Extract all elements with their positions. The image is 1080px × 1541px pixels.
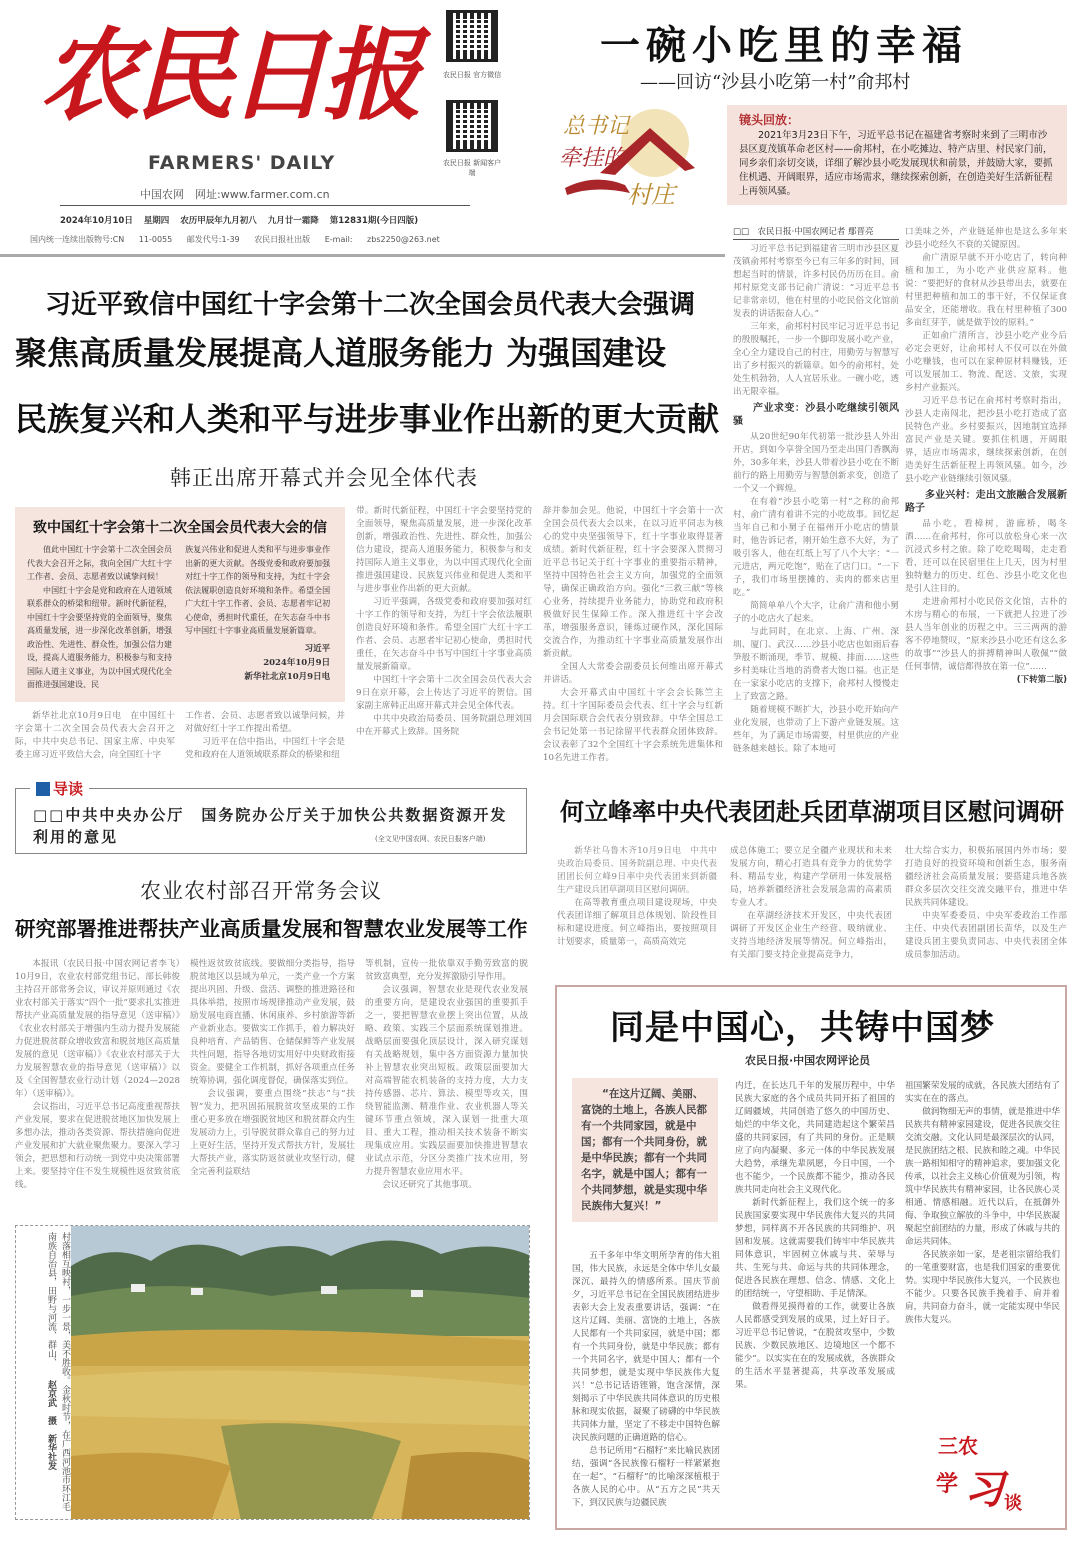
letter-box: [15, 507, 345, 702]
byline: □□ 农民日报·中国农网记者 鄢晋亮: [733, 226, 899, 240]
recap-label: 镜头回放：: [739, 113, 800, 127]
hlf-headline: 何立峰率中央代表团赴兵团草湖项目区慰问调研: [560, 797, 1064, 826]
paragraph: 辞并参加会见。他说，中国红十字会第十一次全国会员代表大会以来，在以习近平同志为核心的党中央坚强领导下，红十字事业取得显著成绩。新时代新征程，红十字会要深入贯彻习近平总书记关于红十字事业的重要指示精神，坚持中国特色社会主义方向，加强党的全面领导，确保正确政治方向。强化“三救三献”等核心业务，持续提升业务能力，协助党和政府积极做好民生保障工作。深入推进红十字会改革，增强服务意识，锤炼过硬作风，深化国际交流合作，为推动红十字事业高质量发展作出新贡献。: [543, 506, 723, 659]
paragraph: 中国红十字会第十二次全国会员代表大会9日在京开幕，会上传达了习近平的贺信。国家副主席韩正出席开幕式并会见全体代表。: [356, 675, 532, 711]
svg-text:三农: 三农: [938, 1434, 978, 1458]
commentary-column-2: [735, 1080, 895, 1392]
recap-box: [727, 105, 1067, 205]
paragraph: 与此同时，在北京、上海、广州、深圳、厦门、武汉……沙县小吃店也如雨后春笋般不断涌现，季节、规模、排面……这些乡村美味让当地的消费者大饱口福。也正是在一家家小吃店的支撑下，俞邦村人慢慢走上了致富之路。: [733, 627, 899, 702]
svg-text:村庄: 村庄: [627, 181, 675, 209]
paragraph: 新华社北京10月9日电 在中国红十字会第十二次全国会员代表大会召开之际，中共中央总书记、国家主席、中央军委主席习近平致信大会，向全国红十字: [15, 711, 175, 760]
svg-text:总书记: 总书记: [563, 114, 630, 139]
moa-headline: 研究部署推进帮扶产业高质量发展和智慧农业发展等工作: [15, 917, 528, 941]
paragraph: 口美味之外，产业链延伸也是这么多年来沙县小吃经久不衰的关键原因。: [905, 227, 1067, 250]
recap-text: 2021年3月23日下午，习近平总书记在福建省考察时来到了三明市沙县区夏茂镇革命老区村——俞邦村，在小吃摊边、特产店里、村民家门前，同乡亲们亲切交谈，详细了解沙县小吃发展现状和前景，并鼓励大家，要抓住机遇、开阔眼界，适应市场需求，继续探索创新，在创造美好生活新征程上再领风骚。: [739, 130, 1053, 197]
svg-text:谈: 谈: [1004, 1493, 1022, 1514]
photo-credit: 赵京武 摄 新华社发: [46, 1379, 56, 1470]
newspaper-logo: 农民日报: [40, 16, 416, 134]
letter-date: 2024年10月9日: [263, 657, 331, 668]
paragraph: 在有着“沙县小吃第一村”之称的俞邦村，俞广清有着讲不完的小吃故事。回忆起当年自己和小舅子在福州开小吃店的情景时，他告诉记者，刚开始生意不大好，为了吸引客人，他在红纸上写了八个大字：“一元进店，两元吃饱”，贴在了店门口。“一下子，我们市场里摆摊的、卖肉的都来店里吃。”: [733, 497, 899, 598]
letter-column-2: [185, 543, 330, 684]
publication-info: 国内统一连续出版物号:CN 11-0055 邮发代号:1-39 农民日报社出版 E-mail: zbs2250@263.net: [30, 235, 440, 244]
paragraph: 会议强调，要重点围绕“扶志”与“扶智”发力，把巩固拓展脱贫攻坚成果的工作重心更多放在增强脱贫地区和脱贫群众内生发展动力上，引导脱贫群众靠自己的努力过上更好生活，坚持开发式帮扶方针，发展壮大帮扶产业，落实防返贫就业攻坚行动，健全完善利益联结: [190, 1089, 355, 1177]
hlf-column-3: [905, 845, 1067, 962]
paragraph: 新时代新征程上，我们这个统一的多民族国家要实现中华民族伟大复兴的共同梦想，同样离不开各民族的共同维护、巩固和发展。这就需要我们铸牢中华民族共同体意识，牢固树立休戚与共、荣辱与共、生死与共、命运与共的共同体理念，促进各民族在理想、信念、情感、文化上的团结统一，守望相助、手足情深。: [735, 1198, 895, 1299]
subheading: 产业求变：沙县小吃继续引领风骚: [733, 403, 899, 427]
pull-quote: “在这片辽阔、美丽、富饶的土地上，各族人民都有一个共同家园，就是中国；都有一个共同身份，就是中华民族；都有一个共同名字，就是中国人；都有一个共同梦想，就是实现中华民族伟大复兴！”: [572, 1078, 718, 1222]
letter-signer: 习近平: [304, 643, 331, 654]
feature-title: 一碗小吃里的幸福: [600, 22, 968, 69]
lead-column-d: [543, 505, 723, 765]
hlf-column-2: [730, 845, 892, 962]
paragraph: 俞广清原早就不开小吃店了，转向种植和加工，为小吃产业供应原料。他说：“要把好的食材从沙县带出去，就要在村里把种植和加工的事干好，不仅保证食品安全，还能增收。我在村里种植了300多亩红芽芋，就是做芋饺的原料。”: [905, 253, 1067, 328]
paragraph: 会议指出，习近平总书记高度重视帮扶产业发展，要求在促进脱贫地区加快发展上多想办法，推动各类资源、帮扶措施向促进产业发展和扩大就业聚焦聚力。要深入学习领会，把思想和行动统一到党中央决策部署上来。要坚持守住不发生规模性返贫致贫底线。: [15, 1102, 180, 1190]
lead-headline-2: 民族复兴和人类和平与进步事业作出新的更大贡献: [15, 400, 720, 438]
paragraph: 做看得见摸得着的工作，就要让各族人民都感受到发展的成果，过上好日子。习近平总书记曾说，“在脱贫攻坚中，少数民族、少数民族地区、边境地区一个都不能少”。以实实在在的发展成就，各族群众的生活水平显著提高，共享改革发展成果。: [735, 1302, 895, 1390]
paragraph: 带。新时代新征程，中国红十字会要坚持党的全面领导，聚焦高质量发展，进一步深化改革创新，增强政治性、先进性、群众性，加强公信力建设，提高人道服务能力，积极参与和支持国际人道主义事业，为以中国式现代化全面推进强国建设、民族复兴伟业和促进人类和平与进步事业作出新的更大贡献。: [356, 506, 532, 594]
subheading: 多业兴村：走出文旅融合发展新路子: [905, 490, 1067, 514]
divider: [0, 254, 725, 257]
village-photo: [71, 1226, 530, 1520]
commentary-byline: 农民日报·中国农网评论员: [745, 1054, 871, 1067]
paragraph: 会议还研究了其他事项。: [382, 1180, 477, 1190]
svg-text:学: 学: [936, 1471, 959, 1497]
paragraph: 简简单单八个大字，让俞广清和他小舅子的小吃店火了起来。: [733, 601, 899, 624]
lead-subheadline: 韩正出席开幕式并会见全体代表: [170, 466, 478, 490]
paragraph: 新华社乌鲁木齐10月9日电 中共中央政治局委员、国务院副总理、中央代表团团长何立峰9日率中央代表团来到新疆生产建设兵团草湖项目区慰问调研。: [557, 846, 717, 895]
moa-kicker: 农业农村部召开常务会议: [140, 879, 382, 903]
lead-column-a: [15, 710, 175, 762]
paragraph: 品小吃，看樟树，游廊桥，喝冬酒……在俞邦村，你可以放松身心来一次沉浸式乡村之旅。除了吃吃喝喝，走走看看，还可以在民宿里住上几天，因为村里独特魅力的历史、红色、沙县小吃文化也是引人注目的。: [905, 519, 1067, 594]
commentary-column-1: [572, 1250, 720, 1510]
hlf-column-1: [557, 845, 717, 949]
paragraph: 走进俞邦村小吃民俗文化馆，古朴的木房与精心的布展，一下就把人拉进了沙县人当年创业的历程之中。三三两两的游客不停地赞叹，“原来沙县小吃还有这么多的故事”“沙县人的拼搏精神叫人敬佩”“做任何事情，诚信都得放在第一位”……: [905, 597, 1067, 672]
news-photo-frame: [15, 1225, 530, 1520]
caption-text: 村落相互映衬，一步一景，美不胜收。金秋时节，在广西河池市环江毛南族自治县，田野与河流、群山、: [46, 1232, 70, 1511]
commentary-title: 同是中国心，共铸中国梦: [610, 1008, 995, 1048]
feature-column-2: [905, 226, 1067, 687]
guide-link[interactable]: □□中共中央办公厅 国务院办公厅关于加快公共数据资源开发利用的意见: [33, 806, 508, 846]
paragraph: 会议强调，智慧农业是现代农业发展的重要方向，是建设农业强国的重要抓手之一，要把智慧农业摆上突出位置，从战略、政策、实践三个层面系统谋划推进。战略层面要强化顶层设计，深入研究谋划有关战略规划，集中各方面资源力量加快补上智慧农业突出短板。政策层面要加大对高端智能农机装备的支持力度，大力支持传感器、芯片、算法、模型等攻关，围绕智能监测、精准作业、农业机器人等关键环节重点领域，深入谋划一批重大项目、重大工程，推动相关技术装备不断实现集成应用。实践层面要加快推进智慧农业试点示范，分区分类推广技术应用，努力提升智慧农业应用水平。: [365, 985, 528, 1177]
letter-column-1: [27, 543, 172, 692]
paragraph: 五千多年中华文明所孕育的伟大祖国，伟大民族，永远是全体中华儿女最深沉、最持久的情感所系。国庆节前夕，习近平总书记在全国民族团结进步表彰大会上发表重要讲话，强调：“在这片辽阔、美丽、富饶的土地上，各族人民都有一个共同家园，就是中国；都有一个共同身份，就是中华民族；都有一个共同名字，就是中国人；都有一个共同梦想，就是实现中华民族伟大复兴！”总书记话语铿锵，饱含深情，深刻揭示了中华民族共同体意识的历史根脉和现实依据，凝聚了磅礴的中华民族共同体力量，坚定了不移走中国特色解决民族问题的正确道路的信心。: [572, 1251, 720, 1443]
paragraph: 成总体施工；要立足全疆产业现状和未来发展方向，精心打造具有竞争力的优势学科、精品专业，构建产学研用一体发展格局，培养新疆经济社会发展急需的高素质专业人才。: [730, 846, 892, 908]
moa-column-3: [365, 958, 528, 1192]
lead-kicker: 习近平致信中国红十字会第十二次全国会员代表大会强调: [44, 290, 695, 320]
moa-column-2: [190, 958, 355, 1179]
letter-title: 致中国红十字会第十二次全国会员代表大会的信: [33, 520, 327, 536]
paragraph: 在草湖经济技术开发区，中央代表团调研了开发区企业生产经营、吸纳就业、支持当地经济发展等情况。何立峰指出，有关部门要支持企业提高竞争力，: [730, 911, 892, 960]
paragraph: 习近平在信中指出，中国红十字会是党和政府在人道领域联系群众的桥梁和纽: [185, 737, 345, 760]
lead-headline-1: 聚焦高质量发展提高人道服务能力 为强国建设: [15, 334, 667, 372]
paragraph: 正如俞广清所言，沙县小吃产业今后必定会更好，让俞邦村人不仅可以在外做小吃赚钱，也可以在家种原材料赚钱，还可以发展加工、物流、配送、文旅，实现乡村产业振兴。: [905, 331, 1067, 393]
paragraph: 壮大综合实力，积极拓展国内外市场；要打造良好的投资环境和创新生态，服务南疆经济社会高质量发展；要搭建兵地各族群众多层次交往交流交融平台，推进中华民族共同体建设。: [905, 846, 1067, 908]
feature-column-1: [733, 226, 899, 756]
guide-icon: [36, 782, 50, 796]
website: 中国农网 网址:www.farmer.com.cn: [140, 188, 330, 201]
lead-column-b: [185, 710, 345, 762]
paragraph: 中央军委委员、中央军委政治工作部主任、中央代表团副团长苗华，以及生产建设兵团主要负责同志、中央代表团全体成员参加活动。: [905, 911, 1067, 960]
paragraph: 族复兴伟业和促进人类和平与进步事业作出新的更大贡献。各级党委和政府要加强对红十字工作的领导和支持，为红十字会依法履职创造良好环境和条件。希望全国广大红十字工作者、会员、志愿者牢记初心使命，勇担时代重任，在矢志奋斗中书写中国红十字事业高质量发展新篇章。: [185, 545, 331, 635]
svg-text:习: 习: [964, 1466, 1004, 1513]
qr-code-app[interactable]: [446, 100, 498, 152]
paragraph: 习近平总书记到福建省三明市沙县区夏茂镇俞邦村考察至今已有三年多的时间，回想起当时的情景，许多村民仍历历在目。俞邦村原党支部书记俞广清说：“习近平总书记非常亲切，他在村里的小吃民俗文化馆前发表的讲话振奋人心。”: [733, 244, 899, 319]
paragraph: 从20世纪90年代初第一批沙县人外出开店，到如今享誉全国乃至走出国门香飘海外，30多年来，沙县人带着沙县小吃在不断前行的路上用勤劳与智慧创新求变，创造了一个又一个辉煌。: [733, 432, 899, 494]
paragraph: 习近平强调，各级党委和政府要加强对红十字工作的领导和支持，为红十字会依法履职创造良好环境和条件。希望全国广大红十字工作者、会员、志愿者牢记初心使命，勇担时代重任，在矢志奋斗中书写中国红十字事业高质量发展新篇章。: [356, 597, 532, 672]
commentary-column-3: [905, 1080, 1060, 1327]
paragraph: 本报讯（农民日报·中国农网记者李飞）10月9日，农业农村部党组书记、部长韩俊主持召开部常务会议，审议并原则通过《农业农村部关于落实“四个一批”要求扎实推进帮扶产业高质量发展的指导意见（送审稿）》《农业农村部关于增强内生动力提升发展能力促进脱贫群众增收致富和脱贫地区高质量发展的意见（送审稿）》《农业农村部关于大力发展智慧农业的指导意见（送审稿）》以及《全国智慧农业行动计划（2024—2028年）（送审稿）》。: [15, 959, 180, 1099]
paragraph: 内迁，在长达几千年的发展历程中，中华民族大家庭的各个成员共同开拓了祖国的辽阔疆域，共同创造了悠久的中国历史、灿烂的中华文化，共同建造起这个繁荣昌盛的共同家园，有了共同的身份。正是顺应了向内凝聚、多元一体的中华民族发展大趋势，承继先辈夙愿，今日中国，一个也不能少，一个民族都不能少，推动各民族共同走向社会主义现代化。: [735, 1081, 895, 1195]
paragraph: 等机制，宣传一批依靠双手勤劳致富的脱贫致富典型，充分发挥激励引导作用。: [365, 959, 528, 982]
paragraph: 祖国繁荣发展的成就，各民族大团结有了实实在在的落点。: [905, 1081, 1060, 1104]
qr-label: 农民日报 新闻客户端: [442, 159, 502, 177]
paragraph: 随着规模不断扩大，沙县小吃开始向产业化发展，也带动了上下游产业链发展。这些年，为了满足市场需要，村里供应的产业链条越来越长。除了本地可: [733, 705, 899, 754]
paragraph: 中共中央政治局委员、国务院副总理刘国中在开幕式上致辞。国务院: [356, 714, 532, 737]
guide-note: (全文见中国农网、农民日报客户端): [375, 835, 486, 843]
paragraph: 做润物细无声的事情，就是推进中华民族共有精神家园建设，促进各民族交往交流交融。文化认同是最深层次的认同，是民族团结之根、民族和睦之魂。中华民族一路相知相守的精神追求，要加强文化传承，以社会主义核心价值观为引领，构筑中华民族共有精神家园，让各民族心灵相通、情感相融。近代以后，在抵御外侮、争取独立解放的斗争中，中华民族凝聚起空前团结的力量，形成了休戚与共的命运共同体。: [905, 1107, 1060, 1247]
paragraph: 各民族亲如一家，是老祖宗留给我们的一笔重要财富，也是我们国家的重要优势。实现中华民族伟大复兴，一个民族也不能少。只要各民族手挽着手、肩并着肩，共同奋力奋斗，就一定能实现中华民族伟大复兴。: [905, 1250, 1060, 1325]
paragraph: 工作者、会员、志愿者致以诚挚问候，并对做好红十字工作提出希望。: [185, 711, 345, 734]
moa-column-1: [15, 958, 180, 1192]
divider: [60, 205, 470, 206]
paragraph: 模性返贫致贫底线。要做细分类指导，指导脱贫地区以县域为单元，一类产业一个方案提出巩固、升级、盘活、调整的推进路径和具体举措，按照市场规律推动产业发展，鼓励发展电商直播、休闲康养、乡村旅游等新产业新业态。要做实工作抓手，着力解决好良种培育、产品销售、仓储保鲜等产业发展共性问题，指导各地切实用好中央财政衔接资金。要健全工作机制，抓好各项重点任务统筹协调，强化调度督促，确保落实到位。: [190, 959, 355, 1086]
guide-label: 导读: [30, 778, 89, 799]
column-stamp-logo: [930, 1425, 1030, 1515]
continued-note[interactable]: (下转第二版): [1016, 675, 1067, 685]
date-line: 2024年10月10日 星期四 农历甲辰年九月初八 九月廿一霜降 第12831期(今日四版): [60, 216, 419, 226]
paragraph: 三年来，俞邦村村民牢记习近平总书记的殷殷嘱托，一步一个脚印发展小吃产业，全心全力建设自己的村庄，用勤劳与智慧写出了乡村振兴的新篇章。如今的俞邦村，处处生机勃勃，人人宜居乐业。一碗小吃，透出无限幸福。: [733, 322, 899, 397]
paragraph: 习近平总书记在俞邦村考察时指出，沙县人走南闯北，把沙县小吃打造成了富民特色产业。乡村要振兴，因地制宜选择富民产业是关键。要抓住机遇，开阔眼界，适应市场需求，继续探索创新，在创造美好生活新征程上再领风骚。如今，沙县小吃产业链继续引领风骚。: [905, 396, 1067, 484]
qr-code-wechat[interactable]: [446, 10, 498, 62]
paragraph: 大会开幕式由中国红十字会会长陈竺主持。红十字国际委员会代表、红十字会与红新月会国际联合会代表分别致辞。中华全国总工会书记处第一书记徐留平代表群众团体致辞。会议表彰了32个全国红十字会系统先进集体和10名先进工作者。: [543, 688, 723, 763]
svg-text:牵挂的: 牵挂的: [559, 146, 626, 171]
paragraph: 全国人大常委会副委员长何维出席开幕式并讲话。: [543, 662, 723, 685]
paragraph: 值此中国红十字会第十二次全国会员代表大会召开之际，我向全国广大红十字工作者、会员、志愿者致以诚挚问候！: [27, 545, 172, 581]
letter-dateline: 新华社北京10月9日电: [244, 671, 331, 682]
english-title: FARMERS' DAILY: [148, 152, 336, 174]
paragraph: 总书记所用“石榴籽”来比喻民族团结，强调“各民族像石榴籽一样紧紧抱在一起”，“石榴籽”的比喻深深植根于各族人民的心中。从“五方之民”共天下，到汉民族与边疆民族: [572, 1446, 720, 1508]
paragraph: 在高等教育重点项目建设现场，中央代表团详细了解项目总体规划、阶段性目标和建设进度。何立峰指出，要按照项目计划要求，质量第一，高质高效完: [557, 898, 717, 947]
lead-column-c: [356, 505, 532, 739]
paragraph: 中国红十字会是党和政府在人道领域联系群众的桥梁和纽带。新时代新征程，中国红十字会要坚持党的全面领导，聚焦高质量发展，进一步深化改革创新，增强政治性、先进性、群众性，加强公信力建设，提高人道服务能力，积极参与和支持国际人道主义事业，为以中国式现代化全面推进强国建设、民: [27, 585, 172, 689]
qr-label: 农民日报 官方微信: [442, 71, 502, 79]
village-series-badge: [555, 103, 705, 213]
feature-subtitle: ——回访“沙县小吃第一村”俞邦村: [640, 72, 911, 93]
photo-caption: [22, 1232, 72, 1512]
